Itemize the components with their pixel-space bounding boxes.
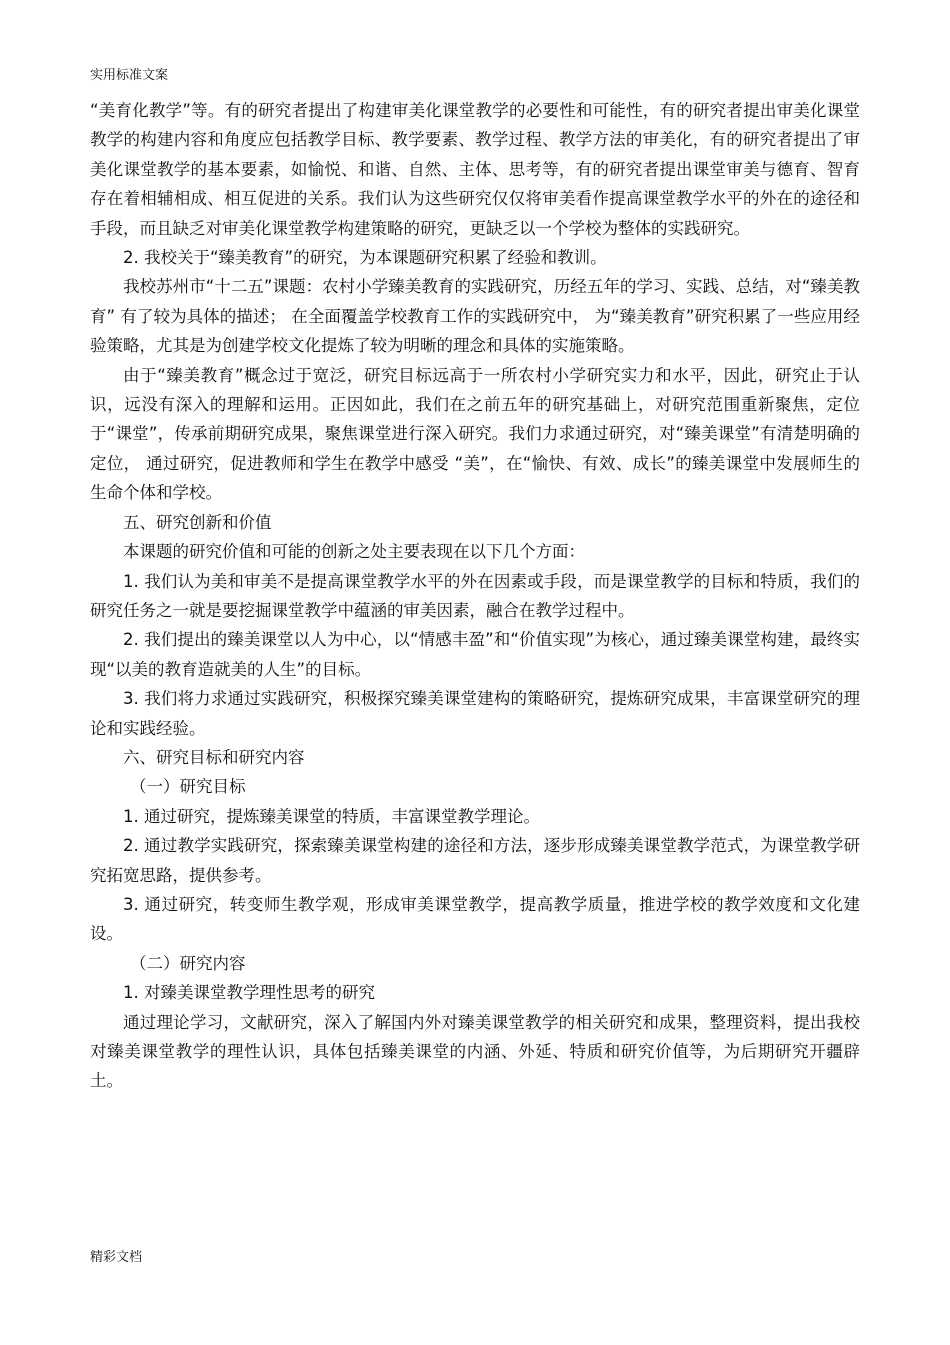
subheading-goals: （一）研究目标 xyxy=(130,777,246,797)
paragraph-concept-broad: 由于“臻美教育”概念过于宽泛，研究目标远高于一所农村小学研究实力和水平，因此，研究止于认识，远没有深入的理解和运用。正因如此，我们在之前五年的研究基础上，对研究范围重新聚焦，定位于“课堂”，传承前期研究成果，聚焦课堂进行深入研究。我们力求通过研究，对“臻美课堂”有清楚明确的定位， 通过研究，促进教师和学生在教学中感受 “美”，在“愉快、有效、成长”的臻美课堂中发展师生的生命个体和学校。 xyxy=(90,365,860,503)
paragraph-innovation-1: 1. 我们认为美和审美不是提高课堂教学水平的外在因素或手段，而是课堂教学的目标和特质，我们的研究任务之一就是要挖掘课堂教学中蕴涵的审美因素，融合在教学过程中。 xyxy=(90,571,860,620)
paragraph-innovation-intro: 本课题的研究价值和可能的创新之处主要表现在以下几个方面： xyxy=(123,542,585,562)
paragraph-content-1-body: 通过理论学习，文献研究，深入了解国内外对臻美课堂教学的相关研究和成果，整理资料，提出我校对臻美课堂教学的理性认识，具体包括臻美课堂的内涵、外延、特质和研究价值等，为后期研究开疆辟土。 xyxy=(90,1012,860,1091)
page-footer: 精彩文档 xyxy=(90,1250,143,1265)
paragraph-innovation-2: 2. 我们提出的臻美课堂以人为中心，以“情感丰盈”和“价值实现”为核心，通过臻美课堂构建，最终实现“以美的教育造就美的人生”的目标。 xyxy=(90,630,860,679)
paragraph-innovation-3: 3. 我们将力求通过实践研究，积极探究臻美课堂建构的策略研究，提炼研究成果，丰富课堂研究的理论和实践经验。 xyxy=(90,689,860,738)
section-heading-innovation: 五、研究创新和价值 xyxy=(123,512,272,532)
paragraph-suzhou-project: 我校苏州市“十二五”课题：农村小学臻美教育的实践研究，历经五年的学习、实践、总结，对“臻美教育” 有了较为具体的描述； 在全面覆盖学校教育工作的实践研究中， 为“臻美教育”研究积累了一些应用经验策略，尤其是为创建学校文化提炼了较为明晰的理念和具体的实施策略。 xyxy=(90,277,860,356)
section-heading-goals-content: 六、研究目标和研究内容 xyxy=(123,747,305,767)
paragraph-content-1-title: 1. 对臻美课堂教学理性思考的研究 xyxy=(123,983,375,1003)
page-header: 实用标准文案 xyxy=(90,68,169,83)
document-body xyxy=(90,96,860,1096)
subheading-content: （二）研究内容 xyxy=(130,953,246,973)
paragraph-goal-1: 1. 通过研究，提炼臻美课堂的特质，丰富课堂教学理论。 xyxy=(123,806,540,826)
paragraph-prior-research: “美育化教学”等。有的研究者提出了构建审美化课堂教学的必要性和可能性，有的研究者提出审美化课堂教学的构建内容和角度应包括教学目标、教学要素、教学过程、教学方法的审美化，有的研究者提出了审美化课堂教学的基本要素，如愉悦、和谐、自然、主体、思考等，有的研究者提出课堂审美与德育、智育存在着相辅相成、相互促进的关系。我们认为这些研究仅仅将审美看作提高课堂教学水平的外在的途径和手段，而且缺乏对审美化课堂教学构建策略的研究，更缺乏以一个学校为整体的实践研究。 xyxy=(90,101,860,238)
paragraph-goal-3: 3. 通过研究，转变师生教学观，形成审美课堂教学，提高教学质量，推进学校的教学效度和文化建设。 xyxy=(90,894,860,944)
paragraph-goal-2: 2. 通过教学实践研究，探索臻美课堂构建的途径和方法，逐步形成臻美课堂教学范式，为课堂教学研究拓宽思路，提供参考。 xyxy=(90,836,860,885)
paragraph-point-2-school-research: 2. 我校关于“臻美教育”的研究，为本课题研究积累了经验和教训。 xyxy=(123,248,607,268)
